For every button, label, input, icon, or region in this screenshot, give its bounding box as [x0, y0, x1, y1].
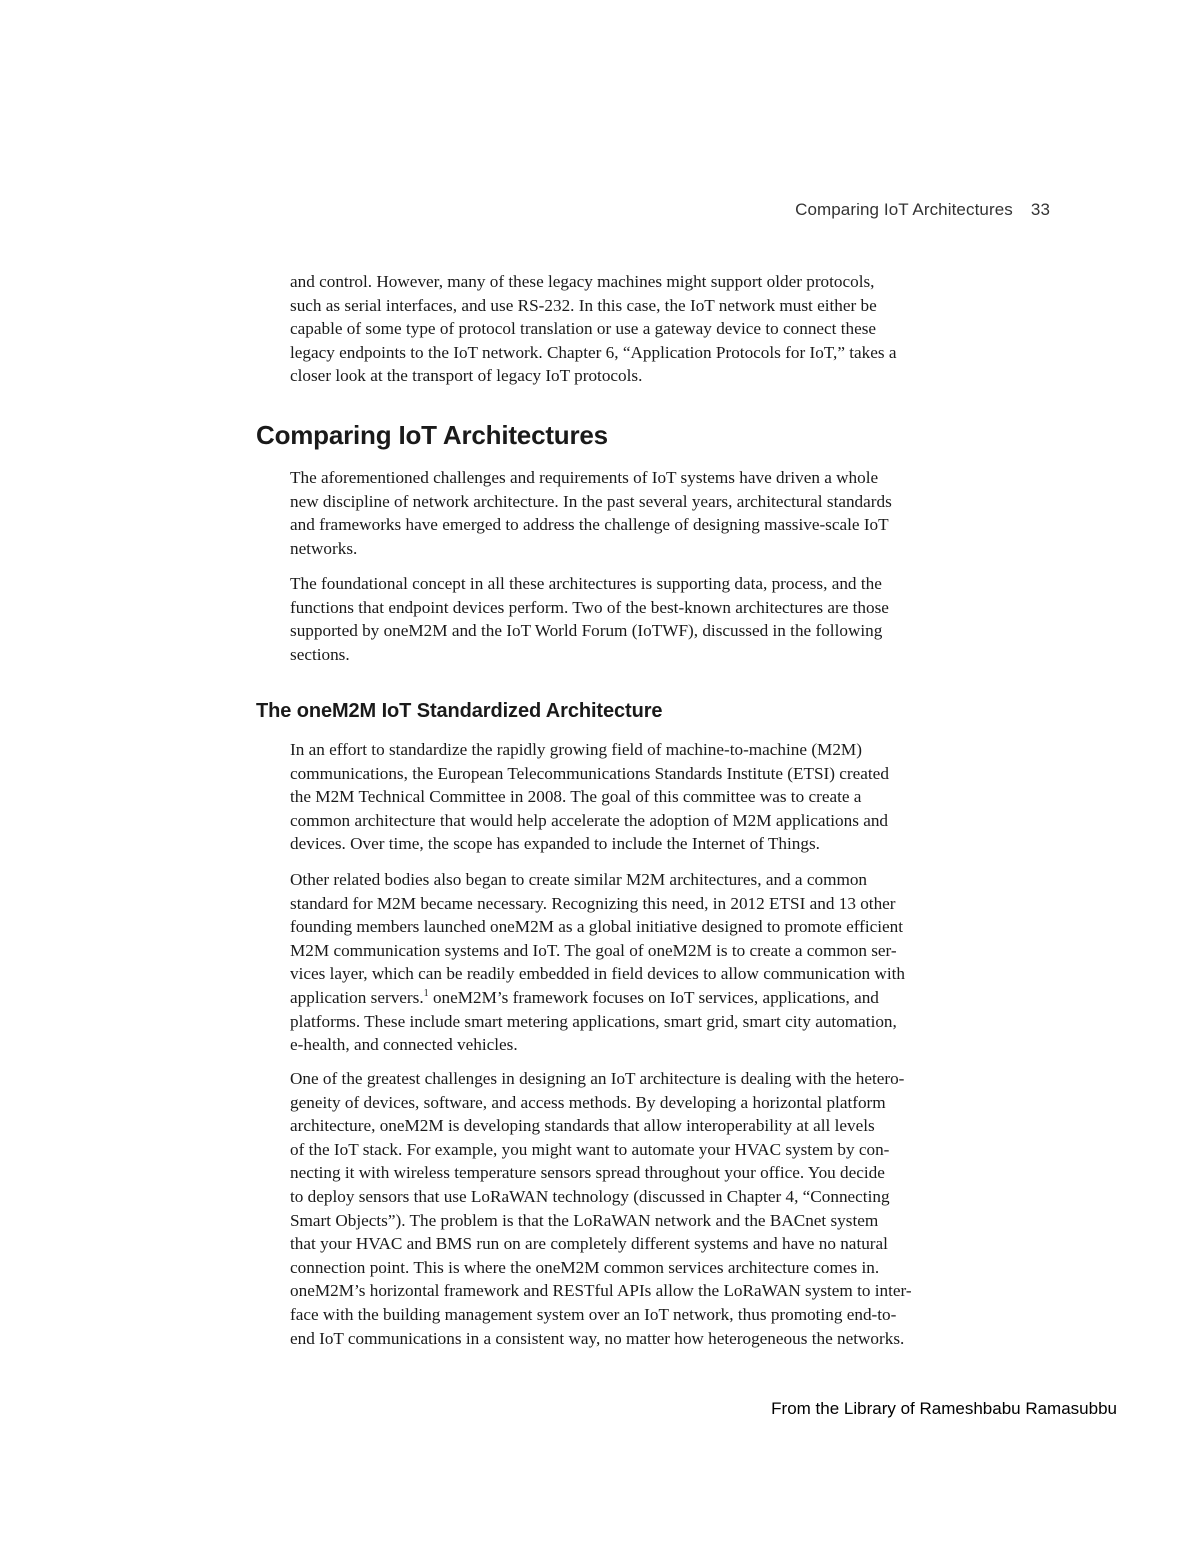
running-head-title: Comparing IoT Architectures: [795, 200, 1013, 219]
paragraph-line: sections.: [290, 644, 350, 664]
paragraph-line: The aforementioned challenges and requirements of IoT systems have driven a whole: [290, 468, 879, 487]
library-credit: From the Library of Rameshbabu Ramasubbu: [771, 1399, 1117, 1418]
paragraph-line: communications, the European Telecommunications Standards Institute (ETSI) created: [290, 763, 889, 783]
subsection-paragraph-1: [290, 738, 980, 856]
paragraph-line: of the IoT stack. For example, you might want to automate your HVAC system by con-: [290, 1139, 890, 1159]
page-number: 33: [1030, 200, 1050, 219]
section-heading: Comparing IoT Architectures: [256, 420, 608, 450]
paragraph-line: face with the building management system over an IoT network, thus promoting end-to-: [290, 1304, 897, 1324]
paragraph-line: The foundational concept in all these architectures is supporting data, process, and the: [290, 574, 882, 593]
paragraph-line: functions that endpoint devices perform. Two of the best-known architectures are those: [290, 597, 889, 617]
paragraph-line: the M2M Technical Committee in 2008. The goal of this committee was to create a: [290, 787, 862, 807]
paragraph-line: connection point. This is where the oneM2M common services architecture comes in.: [290, 1257, 880, 1277]
intro-paragraph: [290, 270, 980, 388]
paragraph-line-with-footnote: [290, 986, 980, 1010]
paragraph-line: that your HVAC and BMS run on are completely different systems and have no natural: [290, 1234, 888, 1254]
subsection-paragraph-3: [290, 1067, 980, 1350]
paragraph-line: necting it with wireless temperature sensors spread throughout your office. You decide: [290, 1163, 885, 1183]
paragraph-line: Smart Objects”). The problem is that the LoRaWAN network and the BACnet system: [290, 1210, 879, 1230]
paragraph-line: standard for M2M became necessary. Recognizing this need, in 2012 ETSI and 13 other: [290, 893, 896, 913]
subsection-paragraph-2: [290, 868, 980, 1057]
paragraph-line: vices layer, which can be readily embedded in field devices to allow communication with: [290, 964, 905, 984]
paragraph-line: Other related bodies also began to create similar M2M architectures, and a common: [290, 870, 868, 889]
footnote-line-start: application servers.: [290, 987, 424, 1007]
paragraph-line: and frameworks have emerged to address the challenge of designing massive-scale IoT: [290, 515, 889, 535]
paragraph-line: One of the greatest challenges in designing an IoT architecture is dealing with the hetero-: [290, 1069, 905, 1088]
paragraph-line: M2M communication systems and IoT. The goal of oneM2M is to create a common ser-: [290, 940, 897, 960]
paragraph-line: end IoT communications in a consistent way, no matter how heterogeneous the networks.: [290, 1328, 905, 1348]
section-paragraph-2: [290, 572, 980, 666]
paragraph-line: geneity of devices, software, and access methods. By developing a horizontal platform: [290, 1092, 886, 1112]
paragraph-line: e-health, and connected vehicles.: [290, 1035, 518, 1055]
paragraph-line: closer look at the transport of legacy IoT protocols.: [290, 366, 643, 386]
paragraph-line: legacy endpoints to the IoT network. Chapter 6, “Application Protocols for IoT,” takes a: [290, 342, 897, 362]
paragraph-line: to deploy sensors that use LoRaWAN technology (discussed in Chapter 4, “Connecting: [290, 1186, 890, 1206]
paragraph-line: In an effort to standardize the rapidly growing field of machine-to-machine (M2M): [290, 740, 862, 759]
paragraph-line: networks.: [290, 538, 358, 558]
paragraph-line: common architecture that would help accelerate the adoption of M2M applications and: [290, 810, 889, 830]
running-head: [700, 200, 1050, 220]
paragraph-line: capable of some type of protocol translation or use a gateway device to connect these: [290, 319, 877, 339]
paragraph-line: devices. Over time, the scope has expanded to include the Internet of Things.: [290, 834, 820, 854]
paragraph-line: supported by oneM2M and the IoT World Forum (IoTWF), discussed in the following: [290, 621, 883, 641]
subsection-heading: The oneM2M IoT Standardized Architecture: [256, 700, 663, 722]
footnote-line-end: oneM2M’s framework focuses on IoT services, applications, and: [428, 987, 879, 1007]
paragraph-line: founding members launched oneM2M as a global initiative designed to promote efficient: [290, 917, 904, 937]
paragraph-line: platforms. These include smart metering applications, smart grid, smart city automation,: [290, 1011, 897, 1031]
paragraph-line: oneM2M’s horizontal framework and RESTful APIs allow the LoRaWAN system to inter-: [290, 1281, 912, 1301]
footnote-marker: 1: [423, 987, 429, 999]
paragraph-line: such as serial interfaces, and use RS-232. In this case, the IoT network must either be: [290, 295, 877, 315]
paragraph-line: architecture, oneM2M is developing standards that allow interoperability at all levels: [290, 1116, 875, 1136]
section-paragraph-1: [290, 466, 980, 560]
paragraph-line: and control. However, many of these legacy machines might support older protocols,: [290, 272, 875, 291]
paragraph-line: new discipline of network architecture. In the past several years, architectural standards: [290, 491, 892, 511]
